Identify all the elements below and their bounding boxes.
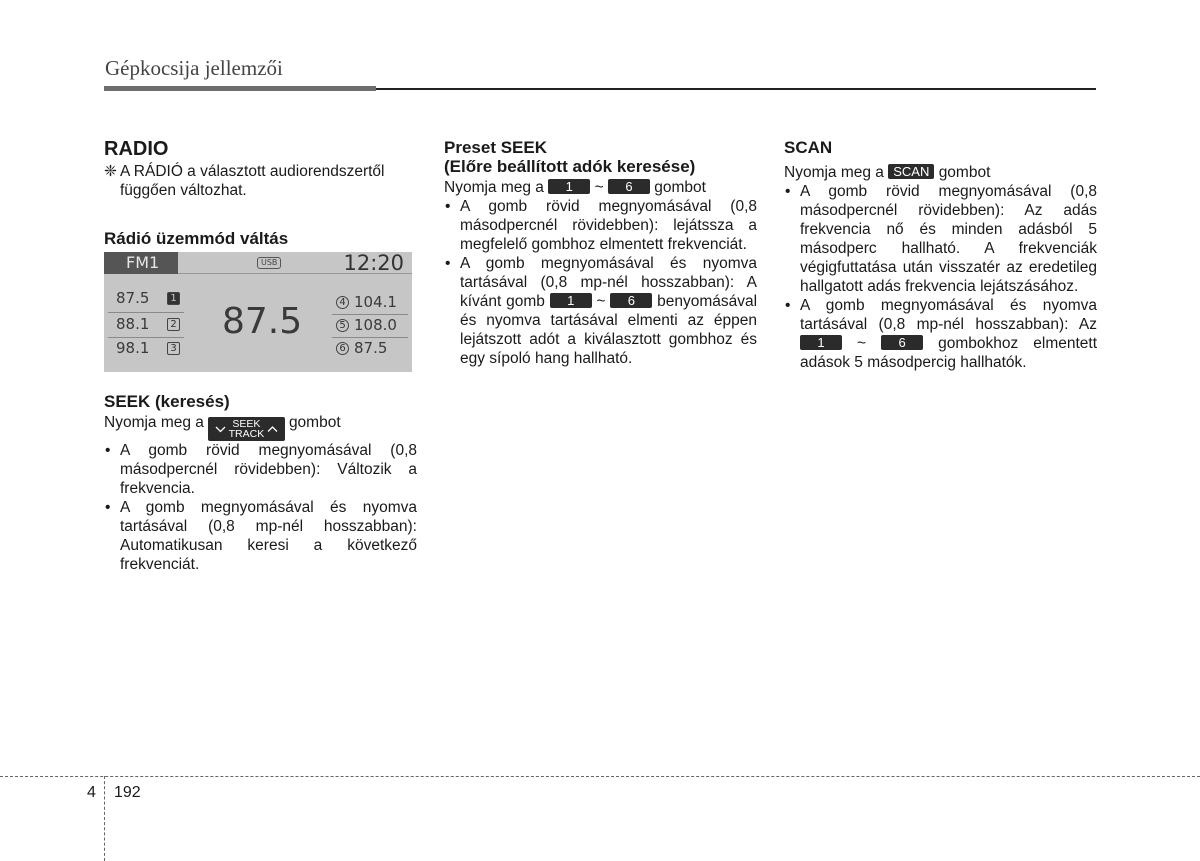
chevron-up-icon [267,425,278,433]
radio-heading: RADIO [104,138,169,160]
preset-seek-heading [444,138,757,176]
preset-1-button: 1 [550,293,592,308]
preset-freq: 108.0 [354,316,397,334]
page-number: 192 [114,784,141,801]
preset-number: 3 [167,342,180,355]
preset-intro [444,178,757,197]
range-tilde: ~ [596,293,606,310]
list-item: • A gomb megnyomásával és nyomva tartásával (0,8 mp-nél hosszabban): Automatikusan keresi a következő frekvenciát. [104,498,417,574]
seek-bullets [104,441,417,574]
bullet-text: benyomásával és nyomva tartásával elmenti az éppen lejátszott adót a kiválasztott gombhoz és egy sípoló hang hallható. [460,293,758,367]
range-tilde: ~ [594,179,604,196]
range-tilde: ~ [857,335,867,352]
scan-intro-end: gombot [938,164,991,181]
chapter-number: 4 [87,784,96,801]
preset-number: 6 [336,342,349,355]
seek-track-button [208,417,285,441]
column-radio [104,138,417,574]
preset-6-button: 6 [881,335,923,350]
preset-intro-text: Nyomja meg a [444,179,544,196]
preset-seek-subtitle: (Előre beállított adók keresése) [444,157,696,176]
band-indicator: FM1 [104,252,178,274]
preset-6-button: 6 [610,293,652,308]
footer-vertical-rule [104,776,105,861]
display-clock: 12:20 [343,251,404,275]
preset-2 [116,315,180,334]
preset-number: 1 [167,292,180,305]
preset-seek-title: Preset SEEK [444,138,547,157]
preset-6 [336,339,402,358]
preset-1 [116,289,180,308]
preset-divider [108,337,184,338]
radio-note-text: A RÁDIÓ a választott audiorendszertől függően változhat. [120,163,385,199]
list-item: • A gomb rövid megnyomásával (0,8 másodpercnél rövidebben): Változik a frekvencia. [104,441,417,498]
mode-heading: Rádió üzemmód váltás [104,229,289,248]
preset-freq: 88.1 [116,315,150,333]
chevron-down-icon [215,425,226,433]
seek-track-label [229,419,265,439]
seek-intro-end: gombot [288,414,341,431]
list-item: • A gomb rövid megnyomásával (0,8 másodpercnél rövidebben): lejátssza a megfelelő gombhoz elmentett frekvenciát. [444,197,757,254]
seek-intro-text: Nyomja meg a [104,414,204,431]
scan-intro-text: Nyomja meg a [784,164,884,181]
header-rule-dark [104,86,376,91]
preset-divider [108,312,184,313]
preset-number: 2 [167,318,180,331]
seek-label: SEEK [232,418,261,430]
scan-intro [784,163,1097,182]
note-mark-icon: ❈ [104,163,117,180]
preset-1-button: 1 [548,179,590,194]
usb-indicator: USB [257,257,281,269]
preset-number: 4 [336,296,349,309]
preset-1-button: 1 [800,335,842,350]
preset-bullets [444,197,757,368]
scan-heading: SCAN [784,138,833,157]
preset-divider [332,314,408,315]
preset-6-button: 6 [608,179,650,194]
list-item [444,254,757,368]
column-scan [784,138,1097,372]
preset-intro-end: gombot [654,179,706,196]
column-preset-seek [444,138,757,368]
preset-freq: 104.1 [354,293,397,311]
preset-freq: 87.5 [354,339,388,357]
bullet-text: A gomb megnyomásával és nyomva tartásával (0,8 mp-nél hosszabban): A kívánt gomb [460,255,757,310]
footer-rule [0,776,1200,777]
scan-button: SCAN [888,164,934,179]
bullet-text: A gomb megnyomásával és nyomva tartásával (0,8 mp-nél hosszabban): Az [800,297,1097,333]
seek-heading: SEEK (keresés) [104,392,230,411]
preset-4 [336,293,402,312]
radio-display [104,252,412,372]
preset-3 [116,339,180,358]
bullet-text: gombokhoz elmentett adások 5 másodpercig hallhatók. [800,335,1098,371]
running-header: Gépkocsija jellemzői [105,56,283,80]
list-item [784,296,1097,372]
scan-bullets [784,182,1097,372]
header-rule [376,88,1096,90]
track-label: TRACK [228,428,265,440]
preset-freq: 87.5 [116,289,150,307]
preset-number: 5 [336,319,349,332]
list-item: • A gomb rövid megnyomásával (0,8 másodpercnél rövidebben): Az adás frekvencia nő és minden adásból 5 másodperc hallható. A frekvenciák végigfuttatása után visszatér az eredetileg hallgatott adás frekvencia lejátszásához. [784,182,1097,296]
preset-freq: 98.1 [116,339,150,357]
seek-intro [104,413,417,441]
radio-note [104,162,417,200]
preset-divider [332,337,408,338]
preset-5 [336,316,402,335]
main-frequency: 87.5 [222,301,303,342]
